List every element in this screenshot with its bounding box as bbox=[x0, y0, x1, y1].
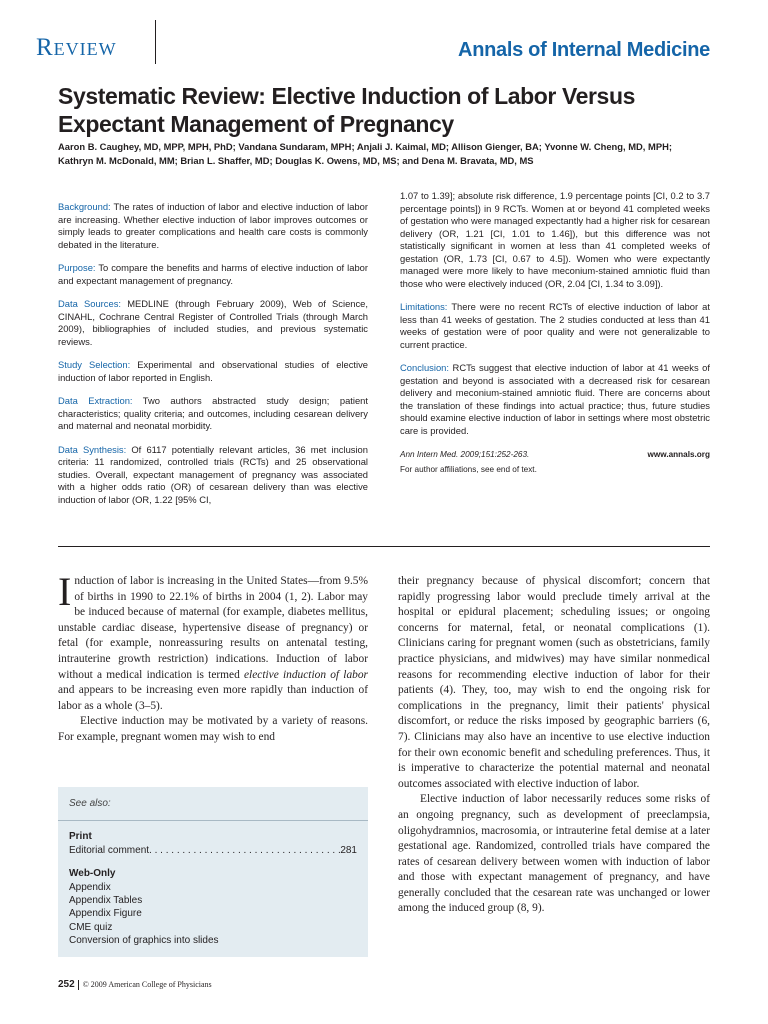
web-item-appendix[interactable]: Appendix bbox=[69, 881, 111, 893]
leader-dots bbox=[149, 844, 340, 857]
abstract-data-synthesis-continued: 1.07 to 1.39]; absolute risk difference, 1.9 percentage points [CI, 0.2 to 3.7 percentage points]) in 9 RCTs. Women at or beyond 41 completed weeks of gestation who were managed expectantly had a higher risk for cesarean delivery (OR, 1.21 [CI, 1.01 to 1.46]), but this difference was not statistically significant in women at less than 41 completed weeks of gestation (OR, 1.73 [CI, 0.67 to 4.5]). Women who were expectantly managed were more likely to have meconium-stained amniotic fluid than those who were electively induced (OR, 2.04 [CI, 1.34 to 3.09]). bbox=[400, 190, 710, 289]
abstract-left-column bbox=[58, 201, 368, 517]
abstract-text: MEDLINE (through February 2009), Web of Science, CINAHL, Cochrane Central Register of Controlled Trials (through March 2009), bibliographies of included studies, and previous systematic reviews. bbox=[58, 298, 369, 347]
abstract-heading: Purpose: bbox=[58, 262, 96, 273]
see-also-divider bbox=[58, 820, 368, 821]
web-item-cme-quiz[interactable]: CME quiz bbox=[69, 921, 113, 933]
footer-divider bbox=[78, 980, 79, 990]
abstract-background bbox=[58, 201, 368, 251]
print-heading: Print bbox=[69, 831, 92, 843]
abstract-divider bbox=[58, 546, 710, 547]
web-item-graphics-conversion[interactable]: Conversion of graphics into slides bbox=[69, 935, 219, 947]
body-paragraph: Elective induction may be motivated by a variety of reasons. For example, pregnant women may wish to end bbox=[58, 715, 368, 743]
abstract-conclusion bbox=[400, 362, 710, 437]
abstract-heading: Background: bbox=[58, 201, 111, 212]
abstract-heading: Data Sources: bbox=[58, 298, 122, 309]
abstract-limitations bbox=[400, 301, 710, 351]
body-paragraph bbox=[58, 569, 368, 714]
abstract-purpose bbox=[58, 262, 368, 287]
print-item-editorial[interactable] bbox=[69, 844, 357, 857]
body-text: nduction of labor is increasing in the United States—from 9.5% of births in 1990 to 22.1% of births in 2004 (1, 2). Labor may be induced because of maternal (for example, diabetes mellitus, unstable cardiac disease, hypertensive disease of pregnancy) or fetal (for example, nonreassuring results on antenatal testing, intrauterine growth restriction) indications. Induction of labor without a medical indication is termed bbox=[58, 575, 368, 681]
page-footer bbox=[58, 979, 212, 990]
abstract-text: Two authors abstracted study design; patient characteristics; quality criteria; and outcomes, including cesarean delivery and maternal and neonatal morbidity. bbox=[58, 395, 368, 431]
web-only-heading: Web-Only bbox=[69, 868, 116, 880]
citation: Ann Intern Med. 2009;151:252-263. bbox=[400, 450, 530, 459]
section-label: Review bbox=[36, 34, 117, 61]
abstract-data-sources bbox=[58, 298, 368, 348]
abstract-heading: Study Selection: bbox=[58, 359, 131, 370]
web-item-appendix-tables[interactable]: Appendix Tables bbox=[69, 895, 143, 907]
web-item-appendix-figure[interactable]: Appendix Figure bbox=[69, 908, 142, 920]
abstract-right-column bbox=[400, 190, 710, 476]
abstract-text: RCTs suggest that elective induction of labor at 41 weeks of gestation and beyond is associated with a decreased risk for cesarean delivery and meconium-stained amniotic fluid. There are concerns about the translation of these findings into actual practice; thus, future studies should examine elective induction of labor in settings where most obstetric care is provided. bbox=[400, 362, 710, 436]
abstract-data-synthesis bbox=[58, 444, 368, 507]
print-item-label: Editorial comment bbox=[69, 844, 150, 856]
see-also-box bbox=[58, 787, 368, 957]
emphasis-term: elective induction of labor bbox=[244, 668, 368, 681]
website-link[interactable]: www.annals.org bbox=[647, 450, 710, 459]
abstract-text: Of 6117 potentially relevant articles, 36 met inclusion criteria: 11 randomized, controlled trials (RCTs) and 25 observational studies. Overall, expectant management of pregnancy was associated with a higher odds ratio (OR) of cesarean delivery than was elective induction of labor (OR, 1.22 [95% CI, bbox=[58, 443, 368, 505]
see-also-title: See also: bbox=[69, 798, 111, 809]
abstract-data-extraction bbox=[58, 395, 368, 433]
header-divider bbox=[155, 20, 156, 64]
affiliations-note: For author affiliations, see end of text. bbox=[400, 464, 537, 474]
drop-cap: I bbox=[58, 569, 72, 614]
article-title: Systematic Review: Elective Induction of Labor Versus Expectant Management of Pregnancy bbox=[58, 83, 635, 137]
print-item-page: 281 bbox=[340, 844, 357, 856]
abstract-heading: Data Extraction: bbox=[58, 395, 133, 406]
body-left-column bbox=[58, 569, 368, 746]
body-paragraph: their pregnancy because of physical discomfort; concern that rapidly progressing labor would preclude timely arrival at the hospital or epidural placement; scheduling issues; or ongoing concerns for maternal, fetal, or neonatal complications (1). Clinicians caring for pregnant women (such as obstetricians, family practice physicians, and midwives) may have similar nonmedical reasons for recommending elective induction of labor for their patients (4). They, too, may wish to end the ongoing risk for complications in the pregnancy, limit their patients' physical discomfort, or reduce the risks imposed by geographic barriers (6, 7). Clinicians may also have an incentive to use elective induction for their own economic benefit and scheduling preferences. Thus, it is imperative to characterize the potential maternal and neonatal outcomes associated with elective induction of labor. bbox=[398, 575, 710, 790]
abstract-heading: Data Synthesis: bbox=[58, 443, 127, 455]
abstract-heading: Limitations: bbox=[400, 301, 448, 312]
page-number: 252 bbox=[58, 979, 75, 990]
citation-row bbox=[400, 449, 710, 462]
journal-name: Annals of Internal Medicine bbox=[458, 39, 710, 61]
abstract-text: The rates of induction of labor and elective induction of labor are increasing. Whether elective induction of labor improves outcomes or simply leads to greater complications and health care costs is commonly debated in the literature. bbox=[58, 201, 368, 250]
abstract-text: To compare the benefits and harms of elective induction of labor and expectant management of pregnancy. bbox=[58, 262, 368, 286]
abstract-text: There were no recent RCTs of elective induction of labor at less than 41 weeks of gestation. The 2 studies conducted at less than 41 weeks of gestation were of poor quality and were not generalizable to current practice. bbox=[400, 301, 710, 350]
body-text: and appears to be increasing even more rapidly than induction of labor as a whole (3–5). bbox=[58, 684, 368, 712]
copyright: © 2009 American College of Physicians bbox=[82, 980, 212, 989]
abstract-study-selection bbox=[58, 359, 368, 384]
body-paragraph: Elective induction of labor necessarily reduces some risks of an ongoing pregnancy, such as development of preeclampsia, oligohydramnios, macrosomia, or intrauterine fetal demise at a later gestational age. Randomized, controlled trials have compared the rates of cesarean delivery between women with induction of labor and those with expectant management of pregnancy, and have generally concluded that the cesarean rate was unchanged or lower among the induced group (8, 9). bbox=[398, 793, 710, 915]
abstract-heading: Conclusion: bbox=[400, 362, 449, 373]
abstract-text: Experimental and observational studies of elective induction of labor reported in English. bbox=[58, 359, 369, 383]
author-list: Aaron B. Caughey, MD, MPP, MPH, PhD; Vandana Sundaram, MPH; Anjali J. Kaimal, MD; Allison Gienger, BA; Yvonne W. Cheng, MD, MPH; Kathryn M. McDonald, MM; Brian L. Shaffer, MD; Douglas K. Owens, MD, MS; and Dena M. Bravata, MD, MS bbox=[58, 141, 672, 166]
body-right-column bbox=[398, 574, 710, 917]
